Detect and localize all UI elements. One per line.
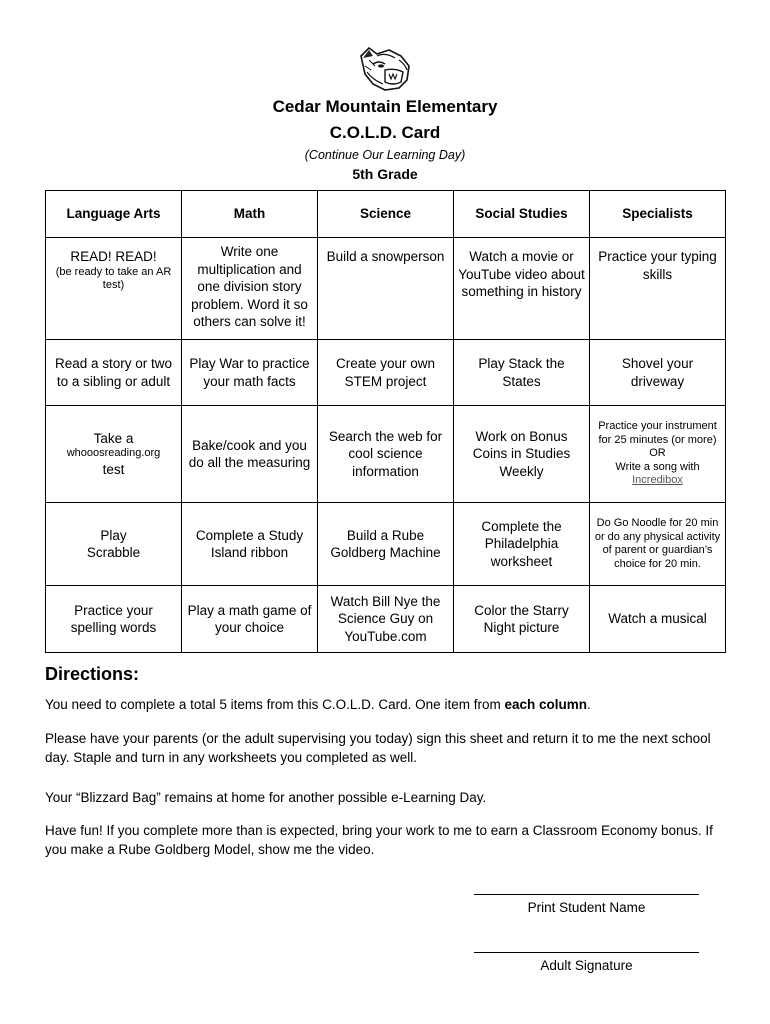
cell-science: Watch Bill Nye the Science Guy on YouTube.com bbox=[318, 586, 454, 653]
cell-math: Write one multiplication and one division story problem. Word it so others can solve it! bbox=[182, 238, 318, 340]
column-header-science: Science bbox=[318, 191, 454, 238]
column-header-language-arts: Language Arts bbox=[46, 191, 182, 238]
cell-language-arts bbox=[46, 406, 182, 503]
cell-note: (be ready to take an AR test) bbox=[55, 265, 172, 291]
cell-science: Build a Rube Goldberg Machine bbox=[318, 503, 454, 586]
directions-heading: Directions: bbox=[45, 664, 140, 684]
grade-label: 5th Grade bbox=[352, 166, 418, 182]
table-row bbox=[46, 238, 726, 340]
cell-science: Build a snowperson bbox=[318, 238, 454, 340]
cell-specialists: Watch a musical bbox=[590, 586, 726, 653]
cell-text: test bbox=[102, 461, 125, 477]
cell-social-studies: Color the Starry Night picture bbox=[454, 586, 590, 653]
cell-text: OR bbox=[649, 447, 666, 460]
cell-text: Take a bbox=[93, 430, 134, 446]
cell-specialists bbox=[590, 503, 726, 586]
cell-social-studies: Complete the Philadelphia worksheet bbox=[454, 503, 590, 586]
table-row bbox=[46, 586, 726, 653]
directions-emphasis: each column bbox=[504, 697, 587, 712]
cell-social-studies: Play Stack the States bbox=[454, 340, 590, 406]
directions-text: . bbox=[586, 697, 591, 712]
cell-text: Write a song with bbox=[615, 460, 700, 473]
cell-social-studies: Work on Bonus Coins in Studies Weekly bbox=[454, 406, 590, 503]
cell-specialists: Shovel your driveway bbox=[590, 340, 726, 406]
cell-text: READ! READ! bbox=[70, 249, 157, 264]
table-row bbox=[46, 340, 726, 406]
cell-language-arts bbox=[46, 503, 182, 586]
card-subtitle: (Continue Our Learning Day) bbox=[304, 148, 466, 162]
table-row bbox=[46, 406, 726, 503]
column-header-math: Math bbox=[182, 191, 318, 238]
adult-signature-label: Adult Signature bbox=[540, 958, 633, 973]
header-row bbox=[46, 191, 726, 238]
cell-specialists: Practice your typing skills bbox=[590, 238, 726, 340]
incredibox-link[interactable]: Incredibox bbox=[632, 474, 683, 487]
cell-text: Scrabble bbox=[86, 545, 141, 560]
cell-social-studies: Watch a movie or YouTube video about something in history bbox=[454, 238, 590, 340]
column-header-specialists: Specialists bbox=[590, 191, 726, 238]
cell-language-arts bbox=[46, 238, 182, 340]
cell-math: Play a math game of your choice bbox=[182, 586, 318, 653]
cell-science: Search the web for cool science information bbox=[318, 406, 454, 503]
cell-math: Play War to practice your math facts bbox=[182, 340, 318, 406]
table-row bbox=[46, 503, 726, 586]
card-title: C.O.L.D. Card bbox=[329, 123, 441, 142]
website-text: whooosreading.org bbox=[66, 447, 161, 460]
cell-text: Practice your instrument for 25 minutes (or more) bbox=[598, 420, 717, 446]
directions-paragraph: Please have your parents (or the adult supervising you today) sign this sheet and return it to me the next school day. Staple and turn in any worksheets you completed as well. bbox=[45, 731, 711, 765]
student-name-label: Print Student Name bbox=[527, 900, 646, 915]
cold-card-grid bbox=[45, 190, 726, 653]
cell-math: Complete a Study Island ribbon bbox=[182, 503, 318, 586]
directions-text: You need to complete a total 5 items from this C.O.L.D. Card. One item from bbox=[45, 697, 505, 712]
cell-science: Create your own STEM project bbox=[318, 340, 454, 406]
directions-paragraph: Your “Blizzard Bag” remains at home for another possible e-Learning Day. bbox=[45, 790, 487, 805]
column-header-social-studies: Social Studies bbox=[454, 191, 590, 238]
directions-paragraph bbox=[45, 695, 735, 714]
adult-signature-line[interactable] bbox=[474, 952, 699, 953]
cell-text: Play bbox=[100, 527, 127, 543]
cell-math: Bake/cook and you do all the measuring bbox=[182, 406, 318, 503]
student-name-line[interactable] bbox=[474, 894, 699, 895]
cell-language-arts: Practice your spelling words bbox=[46, 586, 182, 653]
school-name: Cedar Mountain Elementary bbox=[272, 97, 498, 116]
cougar-mascot-logo bbox=[355, 46, 413, 92]
cell-language-arts: Read a story or two to a sibling or adult bbox=[46, 340, 182, 406]
cell-specialists bbox=[590, 406, 726, 503]
cell-text: Do Go Noodle for 20 min or do any physical activity of parent or guardian’s choice for 20 min. bbox=[594, 517, 721, 570]
directions-paragraph: Have fun! If you complete more than is expected, bring your work to me to earn a Classroom Economy bonus. If you make a Rube Goldberg Model, show me the video. bbox=[45, 823, 713, 857]
